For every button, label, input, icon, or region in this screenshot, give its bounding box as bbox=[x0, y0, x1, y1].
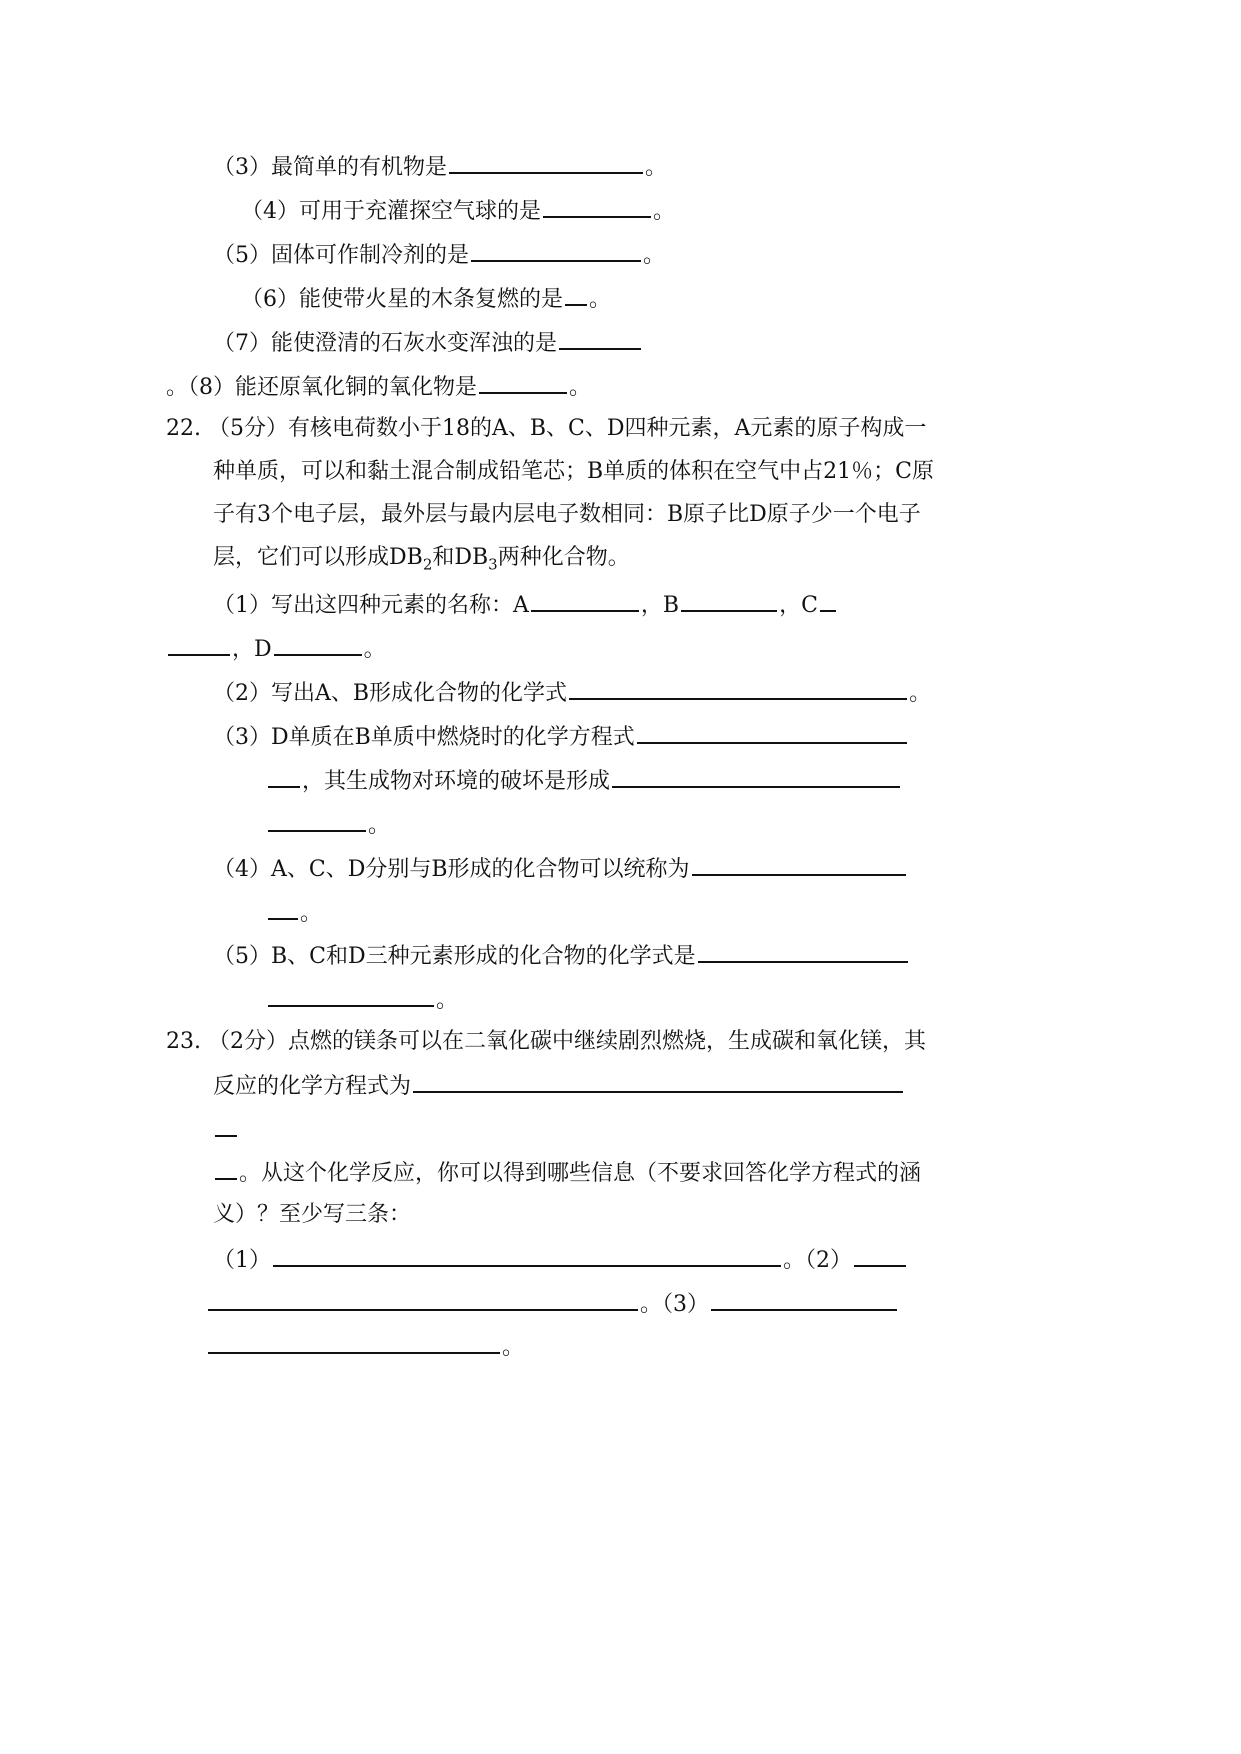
q22-item-3-cont2: 。 bbox=[266, 808, 390, 840]
q21-item-6: （6）能使带火星的木条复燃的是 。 bbox=[241, 282, 611, 314]
info-blank-3[interactable] bbox=[711, 1287, 897, 1311]
answer-blank-cont[interactable] bbox=[268, 764, 300, 788]
q22-item-1-cont: ，D 。 bbox=[166, 632, 386, 664]
answer-blank-c-cont[interactable] bbox=[168, 632, 230, 656]
q22-item-2: （2）写出A、B形成化合物的化学式 。 bbox=[213, 676, 931, 708]
q22-item-3: （3）D单质在B单质中燃烧时的化学方程式 bbox=[213, 720, 909, 752]
q22-item-4-cont: 。 bbox=[266, 896, 322, 928]
answer-blank-d[interactable] bbox=[274, 632, 362, 656]
q21-item-8: 。（8）能还原氧化铜的氧化物是 。 bbox=[166, 370, 591, 402]
equation-blank-cont[interactable] bbox=[215, 1113, 237, 1137]
answer-blank-c[interactable] bbox=[820, 588, 836, 612]
equation-blank[interactable] bbox=[413, 1069, 903, 1093]
q23-stem-line-5: 义）？至少写三条： bbox=[213, 1202, 412, 1227]
answer-blank-cont[interactable] bbox=[268, 896, 298, 920]
answer-blank[interactable] bbox=[565, 282, 587, 306]
q23-stem-line-2: 反应的化学方程式为 bbox=[213, 1069, 905, 1101]
answer-blank[interactable] bbox=[543, 194, 651, 218]
q21-item-7: （7）能使澄清的石灰水变浑浊的是 bbox=[213, 326, 643, 358]
q22-item-3-cont: ，其生成物对环境的破坏是形成 bbox=[266, 764, 902, 796]
q22-stem-line-3: 子有3个电子层，最外层与最内层电子数相同：B原子比D原子少一个电子 bbox=[213, 502, 921, 527]
info-blank-1[interactable] bbox=[273, 1243, 781, 1267]
q22-stem-line-2: 种单质，可以和黏土混合制成铅笔芯；B单质的体积在空气中占21％；C原 bbox=[213, 459, 934, 484]
q21-item-3: （3）最简单的有机物是 。 bbox=[213, 150, 667, 182]
q21-item-5: （5）固体可作制冷剂的是 。 bbox=[213, 238, 665, 270]
answer-blank-effect-cont[interactable] bbox=[268, 808, 366, 832]
q23-answer-line-1: （1） 。（2） bbox=[213, 1243, 908, 1275]
answer-blank[interactable] bbox=[471, 238, 641, 262]
answer-blank[interactable] bbox=[698, 939, 908, 963]
equation-blank-cont2[interactable] bbox=[215, 1156, 237, 1180]
answer-blank[interactable] bbox=[569, 676, 907, 700]
q22-stem-line-4: 层，它们可以形成$DB_2$和$DB_3$两种化合物。 bbox=[213, 545, 630, 574]
info-blank-2-cont[interactable] bbox=[208, 1287, 638, 1311]
answer-blank-b[interactable] bbox=[681, 588, 777, 612]
answer-blank-effect[interactable] bbox=[612, 764, 900, 788]
q23-stem-line-1: 23. （2分）点燃的镁条可以在二氧化碳中继续剧烈燃烧，生成碳和氧化镁，其 bbox=[166, 1029, 926, 1054]
answer-blank[interactable] bbox=[449, 150, 643, 174]
info-blank-2[interactable] bbox=[854, 1243, 906, 1267]
q23-answer-line-2: 。（3） bbox=[206, 1287, 899, 1319]
q23-stem-line-3 bbox=[213, 1113, 239, 1145]
q23-answer-line-3: 。 bbox=[206, 1330, 524, 1362]
answer-blank[interactable] bbox=[637, 720, 907, 744]
q23-stem-line-4: 。从这个化学反应，你可以得到哪些信息（不要求回答化学方程式的涵 bbox=[213, 1156, 921, 1188]
q22-item-5: （5）B、C和D三种元素形成的化合物的化学式是 bbox=[213, 939, 910, 971]
q21-item-4: （4）可用于充灌探空气球的是 。 bbox=[241, 194, 675, 226]
info-blank-3-cont[interactable] bbox=[208, 1330, 500, 1354]
answer-blank[interactable] bbox=[479, 370, 567, 394]
answer-blank-a[interactable] bbox=[531, 588, 639, 612]
q22-item-4: （4）A、C、D分别与B形成的化合物可以统称为 bbox=[213, 852, 908, 884]
q22-stem-line-1: 22. （5分）有核电荷数小于18的A、B、C、D四种元素，A元素的原子构成一 bbox=[166, 416, 927, 441]
answer-blank[interactable] bbox=[559, 326, 641, 350]
q22-item-1: （1）写出这四种元素的名称：A ，B ，C bbox=[213, 588, 838, 620]
answer-blank[interactable] bbox=[692, 852, 906, 876]
q22-item-5-cont: 。 bbox=[266, 983, 458, 1015]
answer-blank-cont[interactable] bbox=[268, 983, 434, 1007]
